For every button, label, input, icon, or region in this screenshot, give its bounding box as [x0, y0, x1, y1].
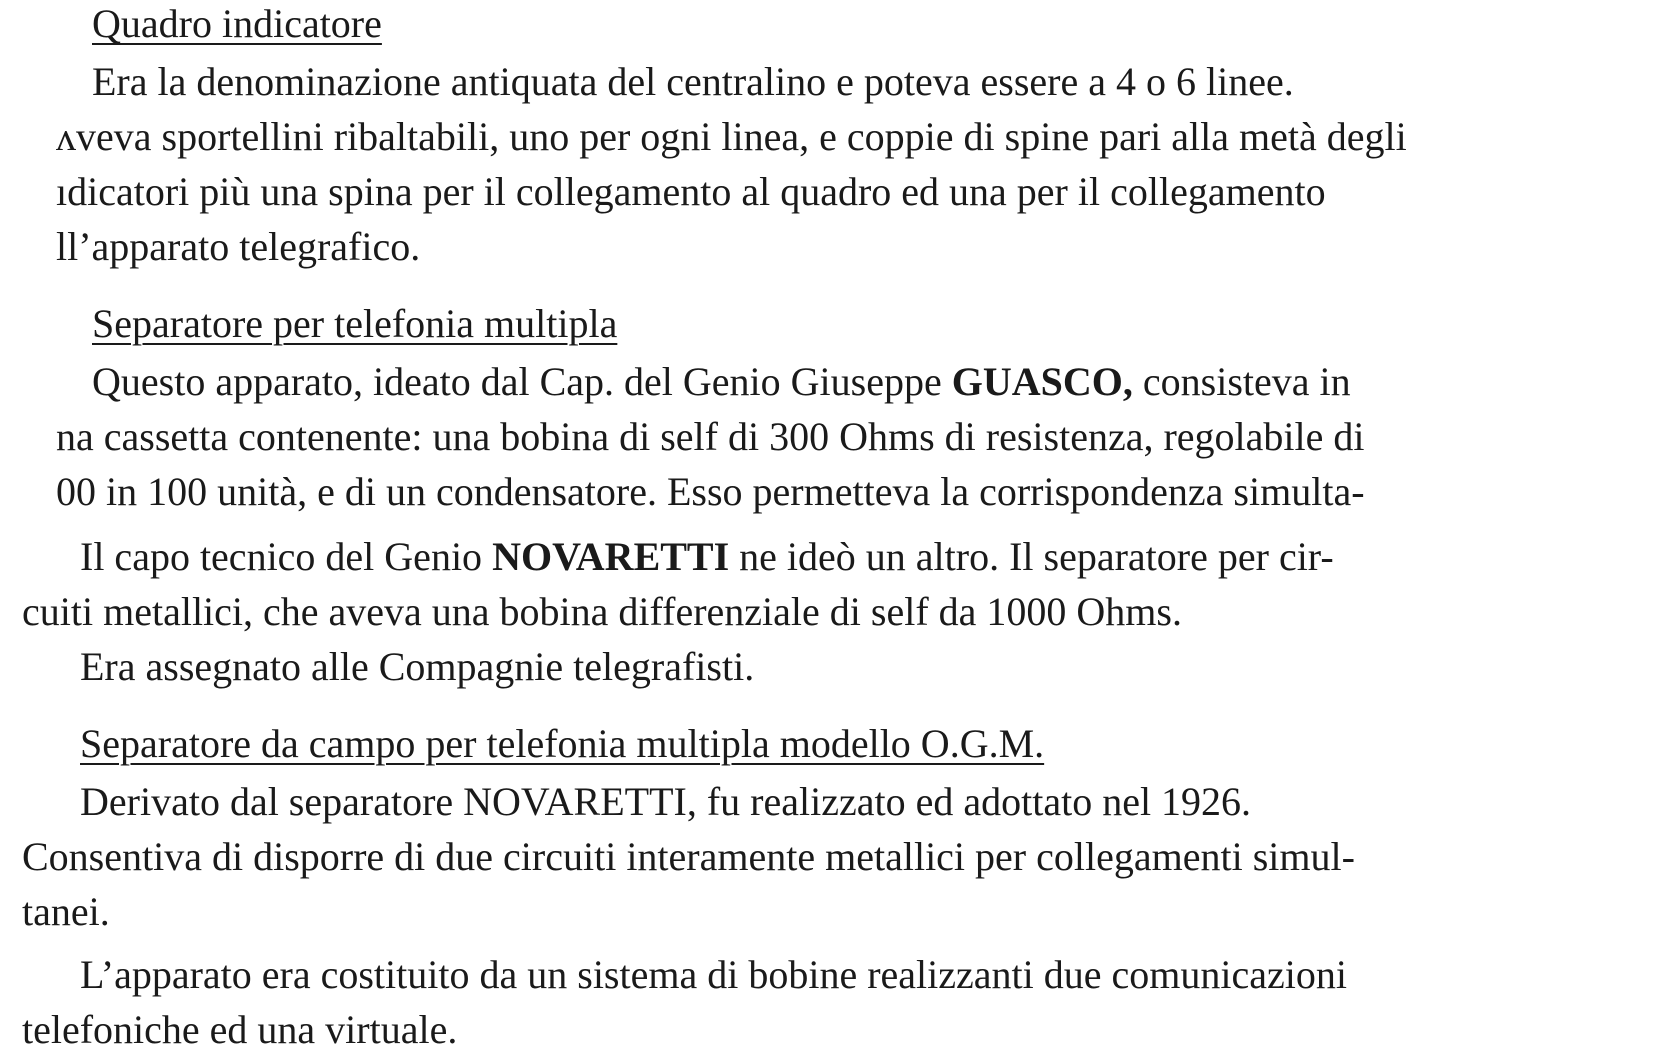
text-run: Il capo tecnico del Genio [80, 534, 483, 579]
name-guasco: GUASCO, [951, 359, 1133, 404]
paragraph-line: Era la denominazione antiquata del centralino e poteva essere a 4 o 6 linee. [92, 59, 1294, 104]
paragraph-line: Consentiva di disporre di due circuiti interamente metallici per collegamenti simul- [22, 834, 1355, 879]
section-heading-separatore-ogm: Separatore da campo per telefonia multipla modello O.G.M. [80, 721, 1045, 766]
text-run: ne ideò un altro. Il separatore per cir- [739, 534, 1334, 579]
name-novaretti: NOVARETTI [492, 534, 730, 579]
paragraph-line [80, 533, 1334, 581]
paragraph-line: 00 in 100 unità, e di un condensatore. Esso permetteva la corrispondenza simulta- [56, 469, 1365, 514]
paragraph-line: ll’apparato telegrafico. [56, 224, 421, 269]
text-run: consisteva in [1142, 359, 1351, 404]
paragraph-line: ıdicatori più una spina per il collegamento al quadro ed una per il collegamento [56, 169, 1326, 214]
paragraph-line: tanei. [22, 889, 110, 934]
paragraph-line: na cassetta contenente: una bobina di self di 300 Ohms di resistenza, regolabile di [56, 414, 1365, 459]
section-heading-quadro-indicatore: Quadro indicatore [92, 1, 382, 46]
paragraph-line [92, 358, 1351, 406]
paragraph-line: Era assegnato alle Compagnie telegrafisti. [80, 644, 755, 689]
text-run: Questo apparato, ideato dal Cap. del Genio Giuseppe [92, 359, 942, 404]
paragraph-line: Derivato dal separatore NOVARETTI, fu realizzato ed adottato nel 1926. [80, 779, 1252, 824]
paragraph-line: ʌveva sportellini ribaltabili, uno per ogni linea, e coppie di spine pari alla metà degli [56, 114, 1407, 159]
paragraph-line: cuiti metallici, che aveva una bobina differenziale di self da 1000 Ohms. [22, 589, 1182, 634]
section-heading-separatore-telefonia: Separatore per telefonia multipla [92, 301, 618, 346]
paragraph-line: telefoniche ed una virtuale. [22, 1007, 458, 1052]
paragraph-line: L’apparato era costituito da un sistema di bobine realizzanti due comunicazioni [80, 952, 1347, 997]
